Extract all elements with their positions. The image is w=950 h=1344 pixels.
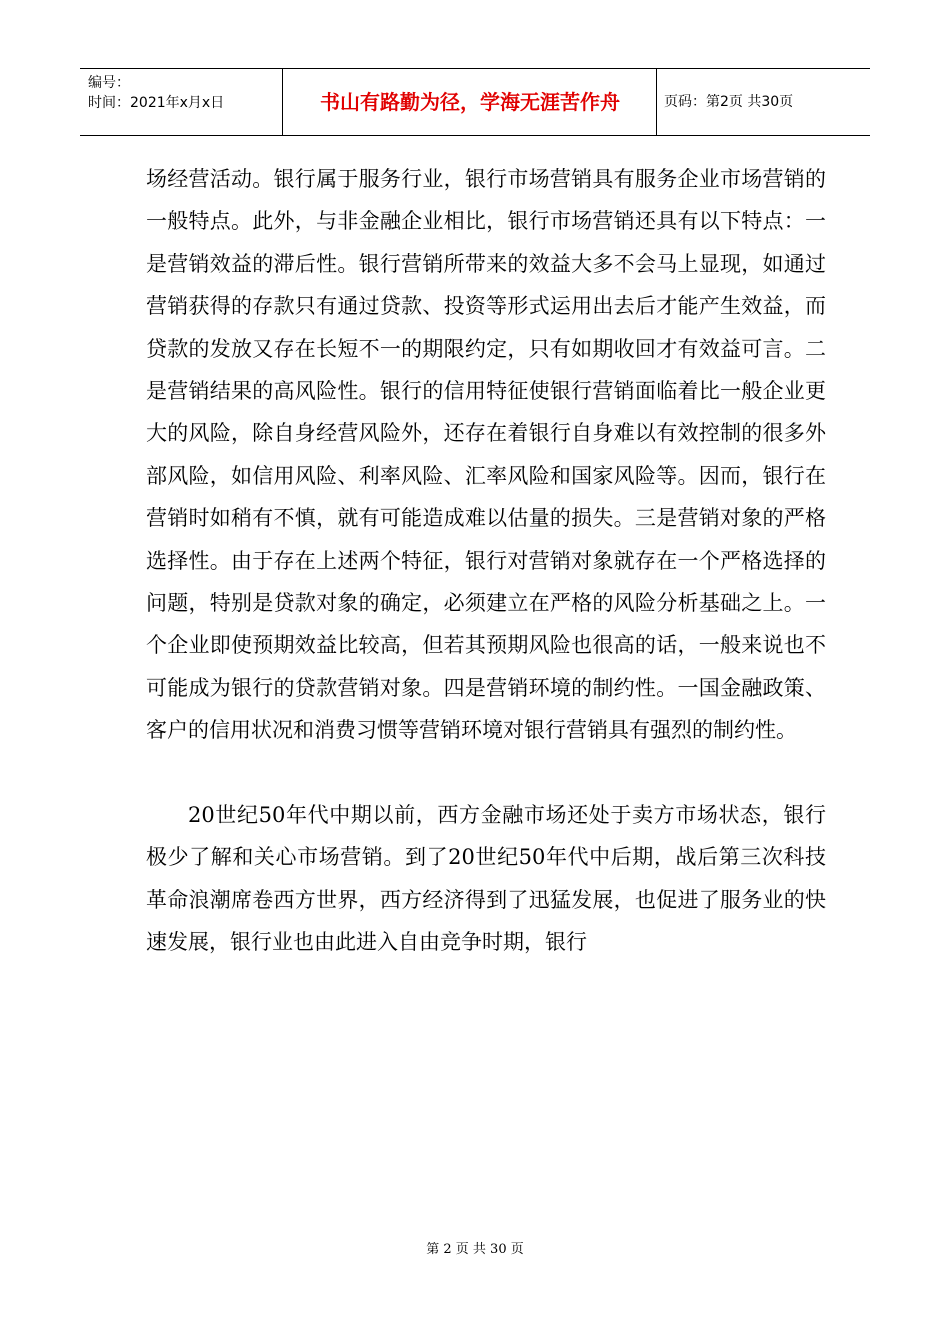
document-number-label: 编号： [88,75,130,91]
header-page-info: 页码：第2页 共30页 [664,94,794,110]
document-header [80,68,870,136]
header-motto: 书山有路勤为径，学海无涯苦作舟 [320,90,620,114]
body-paragraph: 20世纪50年代中期以前，西方金融市场还处于卖方市场状态，银行极少了解和关心市场营销。到了20世纪50年代中后期，战后第三次科技革命浪潮席卷西方世界，西方经济得到了迅猛发展，也促进了服务业的快速发展，银行业也由此进入自由竞争时期，银行 [146,803,826,955]
document-date-label: 时间：2021年x月x日 [88,95,225,111]
page-footer: 第 2 页 共 30 页 [426,1242,524,1257]
header-divider [282,69,283,135]
header-meta [88,73,278,113]
header-divider [656,69,657,135]
document-body [146,158,826,964]
body-paragraph: 场经营活动。银行属于服务行业，银行市场营销具有服务企业市场营销的一般特点。此外，与非金融企业相比，银行市场营销还具有以下特点：一是营销效益的滞后性。银行营销所带来的效益大多不会马上显现，如通过营销获得的存款只有通过贷款、投资等形式运用出去后才能产生效益，而贷款的发放又存在长短不一的期限约定，只有如期收回才有效益可言。二是营销结果的高风险性。银行的信用特征使银行营销面临着比一般企业更大的风险，除自身经营风险外，还存在着银行自身难以有效控制的很多外部风险，如信用风险、利率风险、汇率风险和国家风险等。因而，银行在营销时如稍有不慎，就有可能造成难以估量的损失。三是营销对象的严格选择性。由于存在上述两个特征，银行对营销对象就存在一个严格选择的问题，特别是贷款对象的确定，必须建立在严格的风险分析基础之上。一个企业即使预期效益比较高，但若其预期风险也很高的话，一般来说也不可能成为银行的贷款营销对象。四是营销环境的制约性。一国金融政策、客户的信用状况和消费习惯等营销环境对银行营销具有强烈的制约性。 [146,167,826,743]
